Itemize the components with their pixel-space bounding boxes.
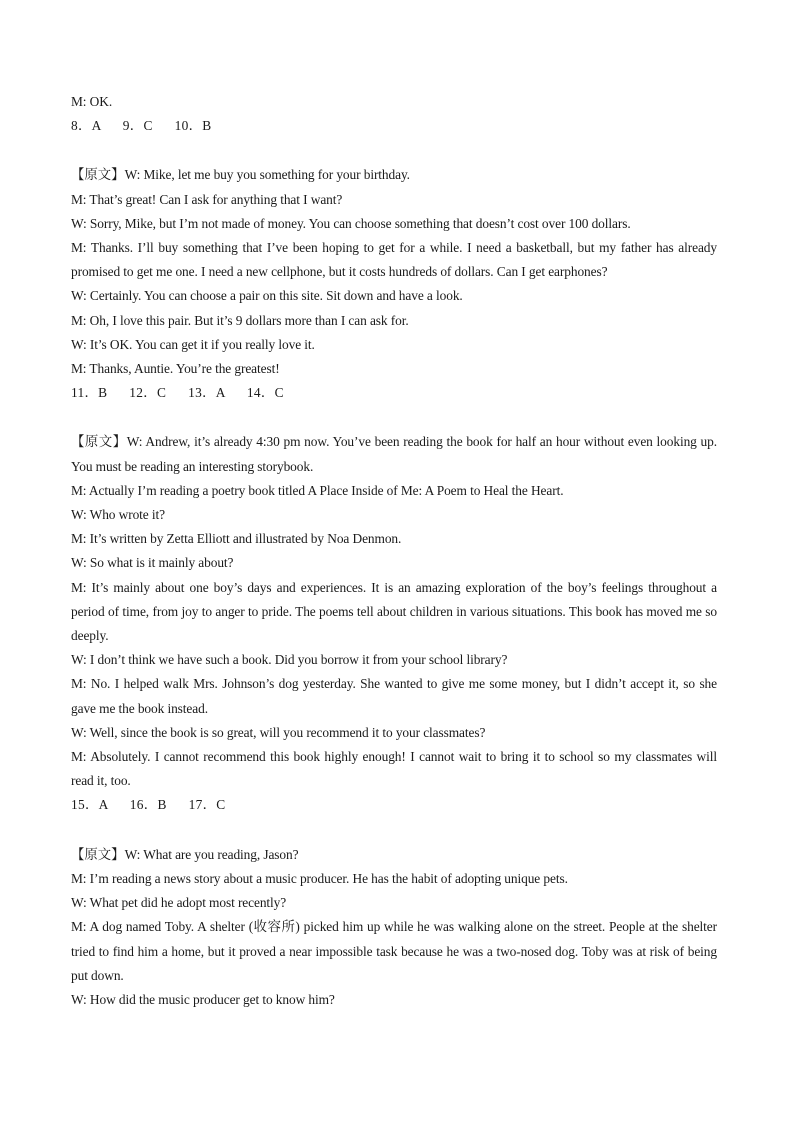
dialogue-line: M: A dog named Toby. A shelter (收容所) picked him up while he was walking alone on the street. People at the shelter tried to find him a home, but it proved a near impossible task because he was a two-nosed dog. Toby was at risk of being put down. <box>71 919 717 983</box>
dialogue-line: M: Thanks. I’ll buy something that I’ve been hoping to get for a while. I need a basketball, but my father has already promised to get me one. I need a new cellphone, but it costs hundreds of dollars. Can I get earphones? <box>71 240 717 280</box>
section-gap <box>71 138 721 163</box>
dialogue-line: M: It’s mainly about one boy’s days and experiences. It is an amazing exploration of the boy’s feelings throughout a period of time, from joy to anger to pride. The poems tell about children in various situations. This book has moved me so deeply. <box>71 579 717 644</box>
dialogue-line: M: Absolutely. I cannot recommend this book highly enough! I cannot wait to bring it to school so my classmates will read it, too. <box>71 749 717 789</box>
dialogue-text: W: Mike, let me buy you something for your birthday. <box>124 167 410 183</box>
section-gap <box>71 818 721 843</box>
dialogue-line: W: I don’t think we have such a book. Did you borrow it from your school library? <box>71 652 508 668</box>
dialogue-line: M: That’s great! Can I ask for anything that I want? <box>71 191 343 207</box>
dialogue-line: M: No. I helped walk Mrs. Johnson’s dog yesterday. She wanted to give me some money, but I didn’t accept it, so she gave me the book instead. <box>71 676 717 716</box>
dialogue-line: M: Actually I’m reading a poetry book titled A Place Inside of Me: A Poem to Heal the Heart. <box>71 482 564 498</box>
dialogue-line: M: Oh, I love this pair. But it’s 9 dollars more than I can ask for. <box>71 312 409 328</box>
dialogue-line: W: How did the music producer get to know him? <box>71 991 335 1007</box>
dialogue-line: M: OK. <box>71 94 113 109</box>
dialogue-line-first <box>71 163 721 187</box>
dialogue-line-first <box>71 430 717 478</box>
dialogue-line: W: Who wrote it? <box>71 507 165 523</box>
transcript-tag: 【原文】 <box>71 167 125 183</box>
section-gap <box>71 405 721 430</box>
dialogue-line: M: I’m reading a news story about a music producer. He has the habit of adopting unique pets. <box>71 870 568 886</box>
transcript-tag: 【原文】 <box>71 434 127 450</box>
dialogue-line: W: What pet did he adopt most recently? <box>71 895 287 911</box>
dialogue-line: W: Well, since the book is so great, will you recommend it to your classmates? <box>71 724 486 740</box>
dialogue-line: W: Certainly. You can choose a pair on this site. Sit down and have a look. <box>71 288 463 304</box>
dialogue-text: W: Andrew, it’s already 4:30 pm now. You’ve been reading the book for half an hour without even looking up. You must be reading an interesting storybook. <box>71 434 717 474</box>
answer-key: 11．B 12．C 13．A 14．C <box>71 385 284 401</box>
dialogue-line-first <box>71 843 721 867</box>
dialogue-line: W: It’s OK. You can get it if you really love it. <box>71 336 315 352</box>
transcript-tag: 【原文】 <box>71 846 125 862</box>
dialogue-text: W: What are you reading, Jason? <box>124 846 299 862</box>
dialogue-line: W: Sorry, Mike, but I’m not made of money. You can choose something that doesn’t cost over 100 dollars. <box>71 215 631 231</box>
dialogue-line: M: It’s written by Zetta Elliott and illustrated by Noa Denmon. <box>71 531 402 547</box>
answer-key: 15．A 16．B 17．C <box>71 797 226 813</box>
document-content <box>71 90 721 1012</box>
dialogue-line: M: Thanks, Auntie. You’re the greatest! <box>71 361 280 377</box>
answer-key: 8．A 9．C 10．B <box>71 118 212 134</box>
dialogue-line: W: So what is it mainly about? <box>71 555 234 571</box>
